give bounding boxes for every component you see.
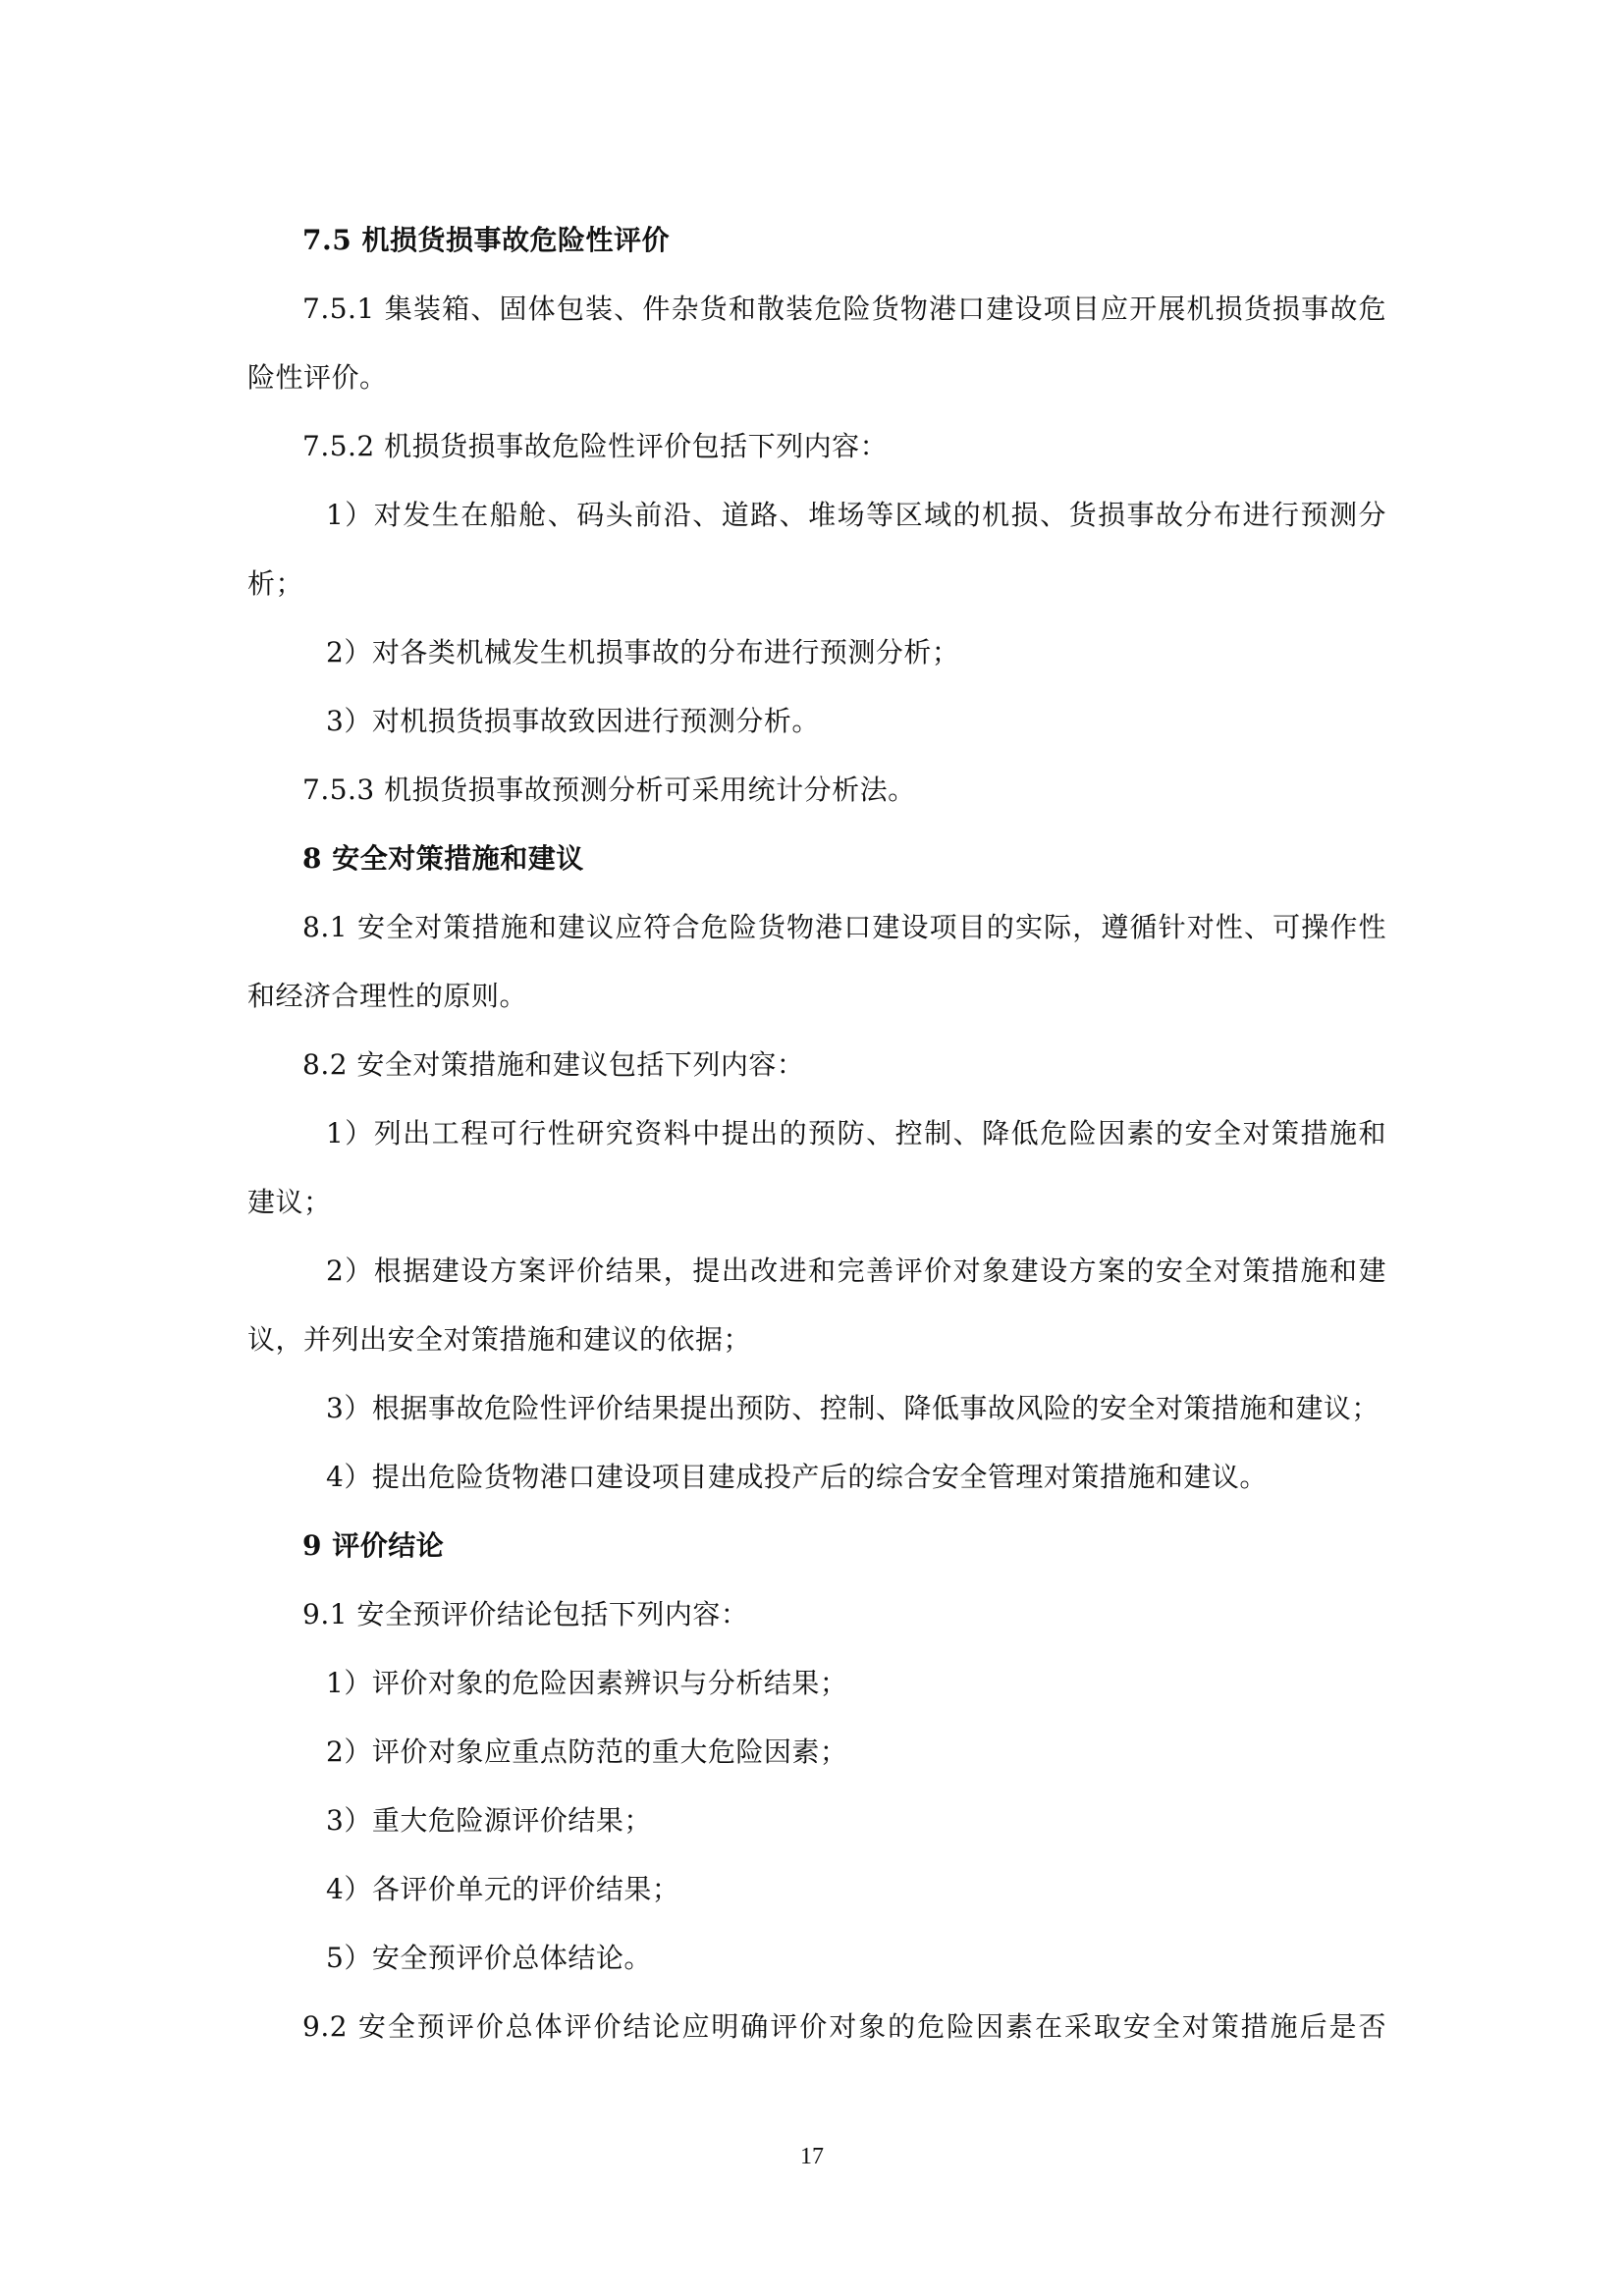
paragraph-line: 7.5.2 机损货损事故危险性评价包括下列内容： (302, 430, 889, 462)
list-item: 3）对机损货损事故致因进行预测分析。 (326, 705, 820, 737)
list-item: 4）提出危险货物港口建设项目建成投产后的综合安全管理对策措施和建议。 (326, 1461, 1268, 1493)
list-item: 1）对发生在船舱、码头前沿、道路、堆场等区域的机损、货损事故分布进行预测分 (326, 499, 1386, 531)
list-item: 2）评价对象应重点防范的重大危险因素； (326, 1735, 848, 1768)
paragraph-line: 9.2 安全预评价总体评价结论应明确评价对象的危险因素在采取安全对策措施后是否 (302, 2010, 1386, 2043)
list-item: 1）评价对象的危险因素辨识与分析结果； (326, 1667, 848, 1699)
list-item: 5）安全预评价总体结论。 (326, 1942, 652, 1974)
list-item: 3）根据事故危险性评价结果提出预防、控制、降低事故风险的安全对策措施和建议； (326, 1392, 1380, 1424)
paragraph-line: 7.5.3 机损货损事故预测分析可采用统计分析法。 (302, 774, 916, 806)
page-number: 17 (800, 2144, 824, 2169)
section-heading-7-5: 7.5 机损货损事故危险性评价 (302, 224, 670, 256)
paragraph-line: 7.5.1 集装箱、固体包装、件杂货和散装危险货物港口建设项目应开展机损货损事故危 (302, 293, 1386, 325)
list-item: 2）对各类机械发生机损事故的分布进行预测分析； (326, 636, 960, 668)
paragraph-line: 8.2 安全对策措施和建议包括下列内容： (302, 1048, 805, 1081)
document-body (247, 206, 1386, 2061)
list-item: 3）重大危险源评价结果； (326, 1804, 652, 1837)
list-item: 2）根据建设方案评价结果，提出改进和完善评价对象建设方案的安全对策措施和建 (326, 1255, 1386, 1287)
paragraph-line: 和经济合理性的原则。 (247, 980, 528, 1012)
list-item: 1）列出工程可行性研究资料中提出的预防、控制、降低危险因素的安全对策措施和 (326, 1117, 1386, 1149)
paragraph-line: 8.1 安全对策措施和建议应符合危险货物港口建设项目的实际，遵循针对性、可操作性 (302, 911, 1386, 943)
list-item: 4）各评价单元的评价结果； (326, 1873, 680, 1905)
list-item-continuation: 析； (247, 567, 304, 600)
paragraph-line: 9.1 安全预评价结论包括下列内容： (302, 1598, 749, 1630)
section-heading-8: 8 安全对策措施和建议 (302, 842, 584, 875)
list-item-continuation: 建议； (247, 1186, 332, 1218)
section-heading-9: 9 评价结论 (302, 1529, 445, 1562)
paragraph-line: 险性评价。 (247, 361, 388, 394)
list-item-continuation: 议，并列出安全对策措施和建议的依据； (247, 1323, 752, 1356)
